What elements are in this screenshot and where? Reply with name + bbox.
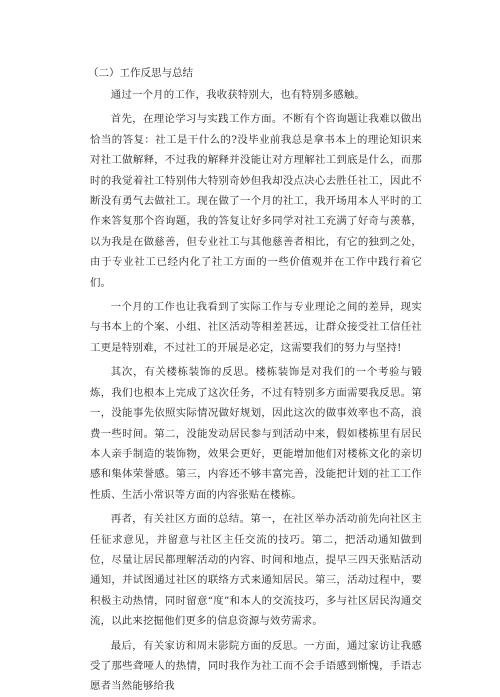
paragraph-community-summary: 再者，有关社区方面的总结。第一，在社区举办活动前先向社区主任征求意见，并留意与社区主任交流的技巧。第二，把活动通知做到位，尽量让居民都理解活动的内容、时间和地点，提早三四天张贴活动通知，并试图通过社区的联络方式来通知居民。第三，活动过程中，要积极主动热情，同时留意“度”和本人的交流技巧，多与社区居民沟通交流，以此来挖掘他们更多的信息资源与效劳需求。	[90, 513, 422, 628]
paragraph-home-visit: 最后，有关家访和周末影院方面的反思。一方面，通过家访让我感受了那些聋哑人的热情，同时我作为社工而不会手语感到惭愧，手语志愿者当然能够给我	[90, 639, 422, 693]
section-heading: （二）工作反思与总结	[88, 67, 193, 79]
paragraph-theory-practice: 首先，在理论学习与实践工作方面。不断有个咨询题让我难以做出恰当的答复：社工是干什么的?没毕业前我总是拿书本上的理论知识来对社工做解释，不过我的解释并没能让对方理解社工到底是什么，而那时的我觉着社工特别伟大特别奇妙但我却没点决心去胜任社工，因此不断没有勇气去做社工。现在做了一个月的社工，我开场用本人平时的工作来答复那个咨询题，我的答复让好多同学对社工充满了好奇与羡慕，以为我是在做慈善，但专业社工与其他慈善者相比，有它的独到之处，由于专业社工已经内化了社工方面的一些价值观并在工作中践行着它们。	[90, 113, 422, 289]
paragraph-summary: 通过一个月的工作，我收获特别大，也有特别多感触。	[110, 89, 365, 101]
paragraph-theory-gap: 一个月的工作也让我看到了实际工作与专业理论之间的差异，现实与书本上的个案、小组、社区活动等相差甚远，让群众接受社工信任社工更是特别难，不过社工的开展是必定，这需要我们的努力与坚持!	[90, 301, 422, 354]
paragraph-building-decoration: 其次，有关楼栋装饰的反思。楼栋装饰是对我们的一个考验与锻炼，我们也根本上完成了这次任务，不过有特别多方面需要我反思。第一，没能事先依照实际情况做好规划，因此这次的做事效率也不高，浪费一些时间。第二，没能发动居民参与到活动中来，假如楼栋里有居民本人亲手制造的装饰物，效果会更好，更能增加他们对楼栋文化的亲切感和集体荣誉感。第三，内容还不够丰富完善，没能把计划的社工工作性质、生活小常识等方面的内容张贴在楼栋。	[90, 366, 422, 501]
